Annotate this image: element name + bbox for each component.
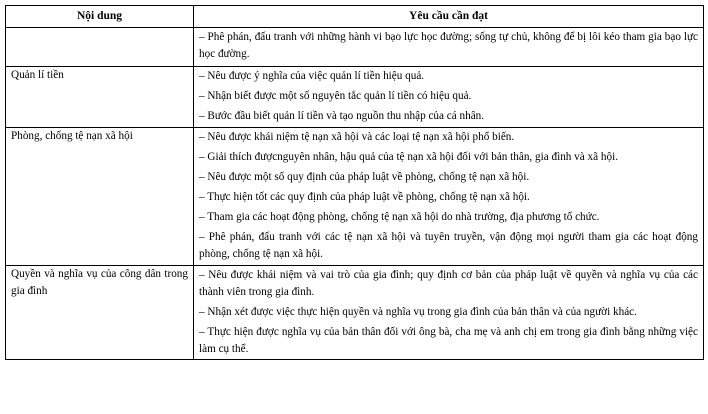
header-requirements: Yêu cầu cần đạt: [194, 6, 704, 28]
requirement-item: – Phê phán, đấu tranh với các tệ nạn xã hội và tuyên truyền, vận động mọi người tham gia các hoạt động phòng, chống tệ nạn xã hội.: [199, 231, 698, 260]
table-row: [6, 266, 704, 360]
requirement-item: – Nhận xét được việc thực hiện quyền và nghĩa vụ trong gia đình của bản thân và của người khác.: [199, 306, 637, 318]
header-row: [6, 6, 704, 28]
requirement-item: – Nêu được ý nghĩa của việc quản lí tiền hiệu quả.: [199, 70, 425, 82]
requirement-item: – Nêu được khái niệm tệ nạn xã hội và các loại tệ nạn xã hội phổ biến.: [199, 131, 515, 143]
topic-cell: [6, 28, 194, 67]
requirement-item: – Giải thích đượcnguyên nhân, hậu quả của tệ nạn xã hội đối với bản thân, gia đình và xã hội.: [199, 151, 618, 163]
requirement-item: – Nêu được khái niệm và vai trò của gia đình; quy định cơ bản của pháp luật về quyền và nghĩa vụ của các thành viên trong gia đình.: [199, 269, 698, 298]
table-row: [6, 128, 704, 266]
requirement-item: – Tham gia các hoạt động phòng, chống tệ nạn xã hội do nhà trường, địa phương tổ chức.: [199, 211, 600, 223]
requirement-item: – Phê phán, đấu tranh với những hành vi bạo lực học đường; sống tự chủ, không để bị lôi kéo tham gia bạo lực học đường.: [199, 31, 698, 60]
header-content: Nội dung: [6, 6, 194, 28]
requirement-item: – Thực hiện được nghĩa vụ của bản thân đối với ông bà, cha mẹ và anh chị em trong gia đình bằng những việc làm cụ thể.: [199, 326, 698, 355]
requirements-cell: [194, 28, 704, 67]
requirement-item: – Nhận biết được một số nguyên tắc quản lí tiền có hiệu quả.: [199, 90, 472, 102]
requirement-item: – Bước đầu biết quản lí tiền và tạo nguồn thu nhập của cá nhân.: [199, 110, 485, 122]
topic-cell: Quyền và nghĩa vụ của công dân trong gia đình: [6, 266, 194, 360]
requirements-cell: [194, 128, 704, 266]
requirement-item: – Nêu được một số quy định của pháp luật về phòng, chống tệ nạn xã hội.: [199, 171, 530, 183]
curriculum-table: [5, 5, 704, 360]
table-row: [6, 28, 704, 67]
requirements-cell: [194, 266, 704, 360]
topic-cell: Quản lí tiền: [6, 67, 194, 128]
topic-cell: Phòng, chống tệ nạn xã hội: [6, 128, 194, 266]
table-row: [6, 67, 704, 128]
requirement-item: – Thực hiện tốt các quy định của pháp luật về phòng, chống tệ nạn xã hội.: [199, 191, 530, 203]
requirements-cell: [194, 67, 704, 128]
